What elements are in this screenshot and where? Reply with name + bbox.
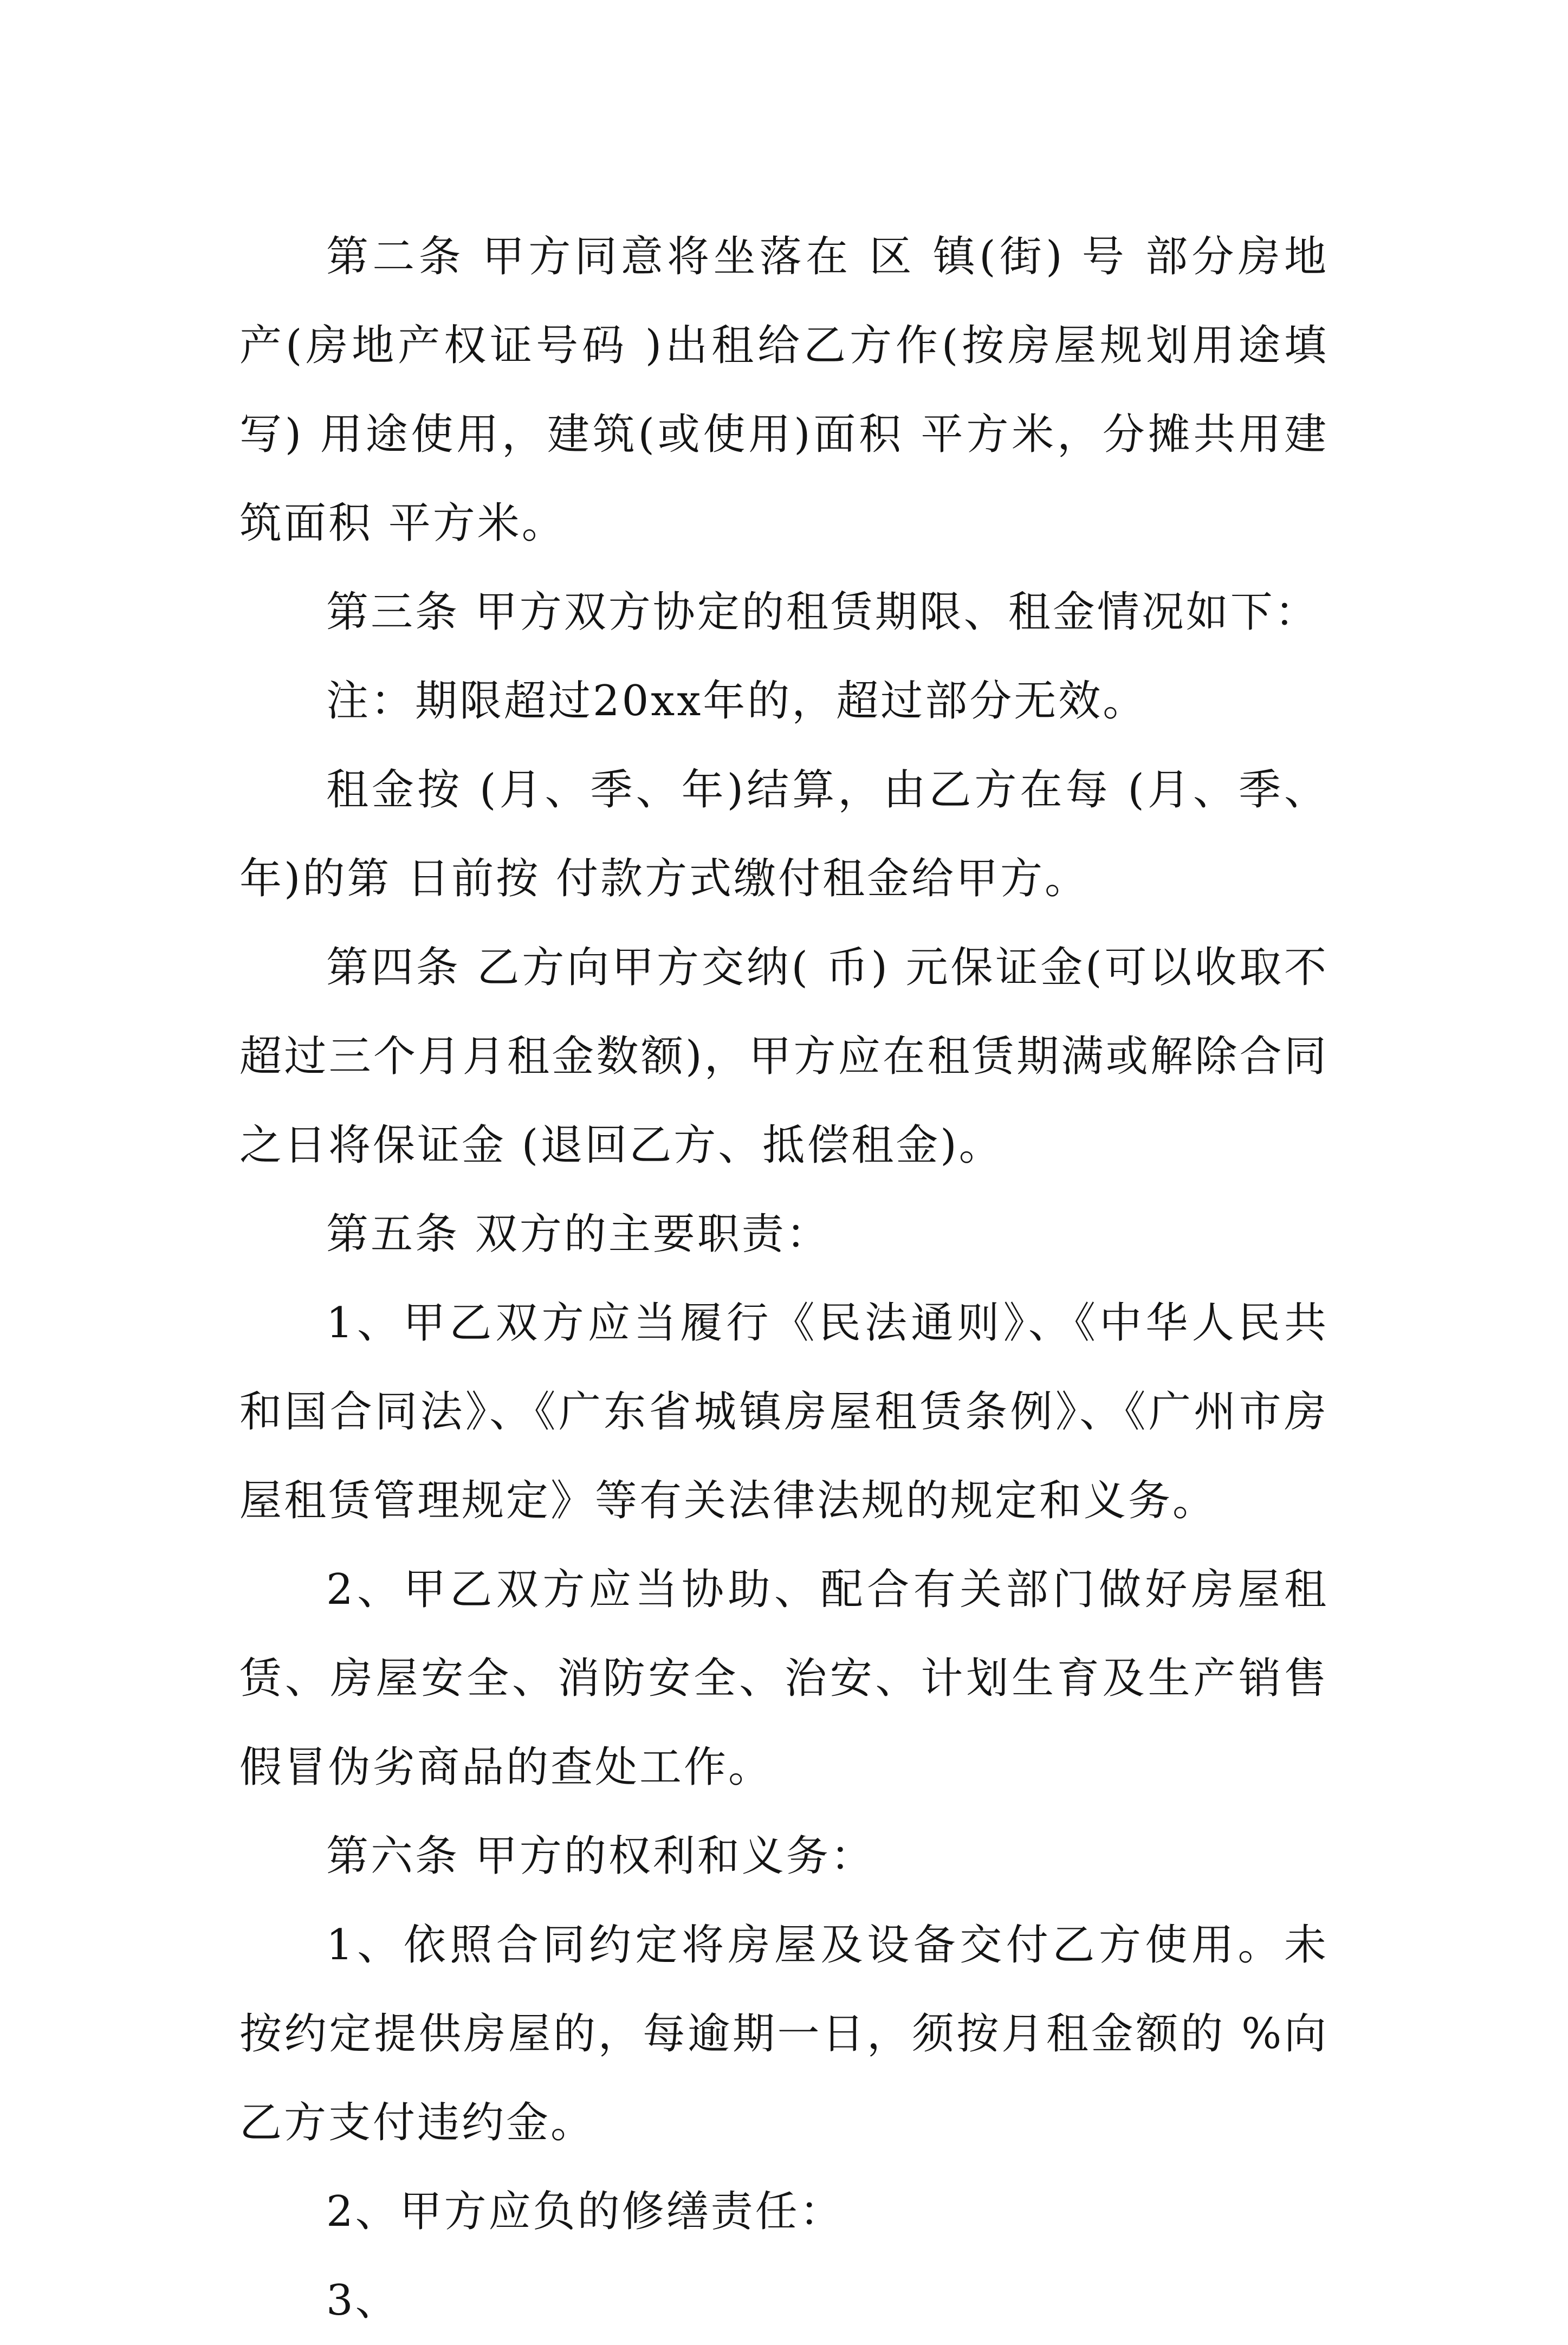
paragraph-article-5-item-1: 1、甲乙双方应当履行《民法通则》、《中华人民共和国合同法》、《广东省城镇房屋租赁条例》、《广州市房屋租赁管理规定》等有关法律法规的规定和义务。 [239,1299,1329,1525]
paragraph-rent-settlement: 租金按 (月、季、年)结算，由乙方在每 (月、季、年)的第 日前按 付款方式缴付租金给甲方。 [239,766,1329,903]
paragraph-article-2: 第二条 甲方同意将坐落在 区 镇(街) 号 部分房地产(房地产权证号码 )出租给乙方作(按房屋规划用途填写) 用途使用，建筑(或使用)面积 平方米，分摊共用建筑面积 平方米。 [239,232,1329,548]
paragraph-article-5: 第五条 双方的主要职责： [326,1210,831,1259]
paragraph-article-6-item-3: 3、 [326,2276,400,2325]
paragraph-article-3: 第三条 甲方双方协定的租赁期限、租金情况如下： [326,588,1319,637]
paragraph-article-4: 第四条 乙方向甲方交纳( 币) 元保证金(可以收取不超过三个月月租金数额)，甲方应在租赁期满或解除合同之日将保证金 (退回乙方、抵偿租金)。 [239,943,1329,1170]
document-body [239,212,1329,2345]
paragraph-note: 注：期限超过20xx年的，超过部分无效。 [326,677,1148,725]
paragraph-article-6: 第六条 甲方的权利和义务： [326,1832,875,1881]
paragraph-article-6-item-2: 2、甲方应负的修缮责任： [326,2187,844,2236]
paragraph-article-6-item-1: 1、依照合同约定将房屋及设备交付乙方使用。未按约定提供房屋的，每逾期一日，须按月租金额的 %向乙方支付违约金。 [239,1921,1329,2147]
paragraph-article-5-item-2: 2、甲乙双方应当协助、配合有关部门做好房屋租赁、房屋安全、消防安全、治安、计划生育及生产销售假冒伪劣商品的查处工作。 [239,1565,1329,1792]
